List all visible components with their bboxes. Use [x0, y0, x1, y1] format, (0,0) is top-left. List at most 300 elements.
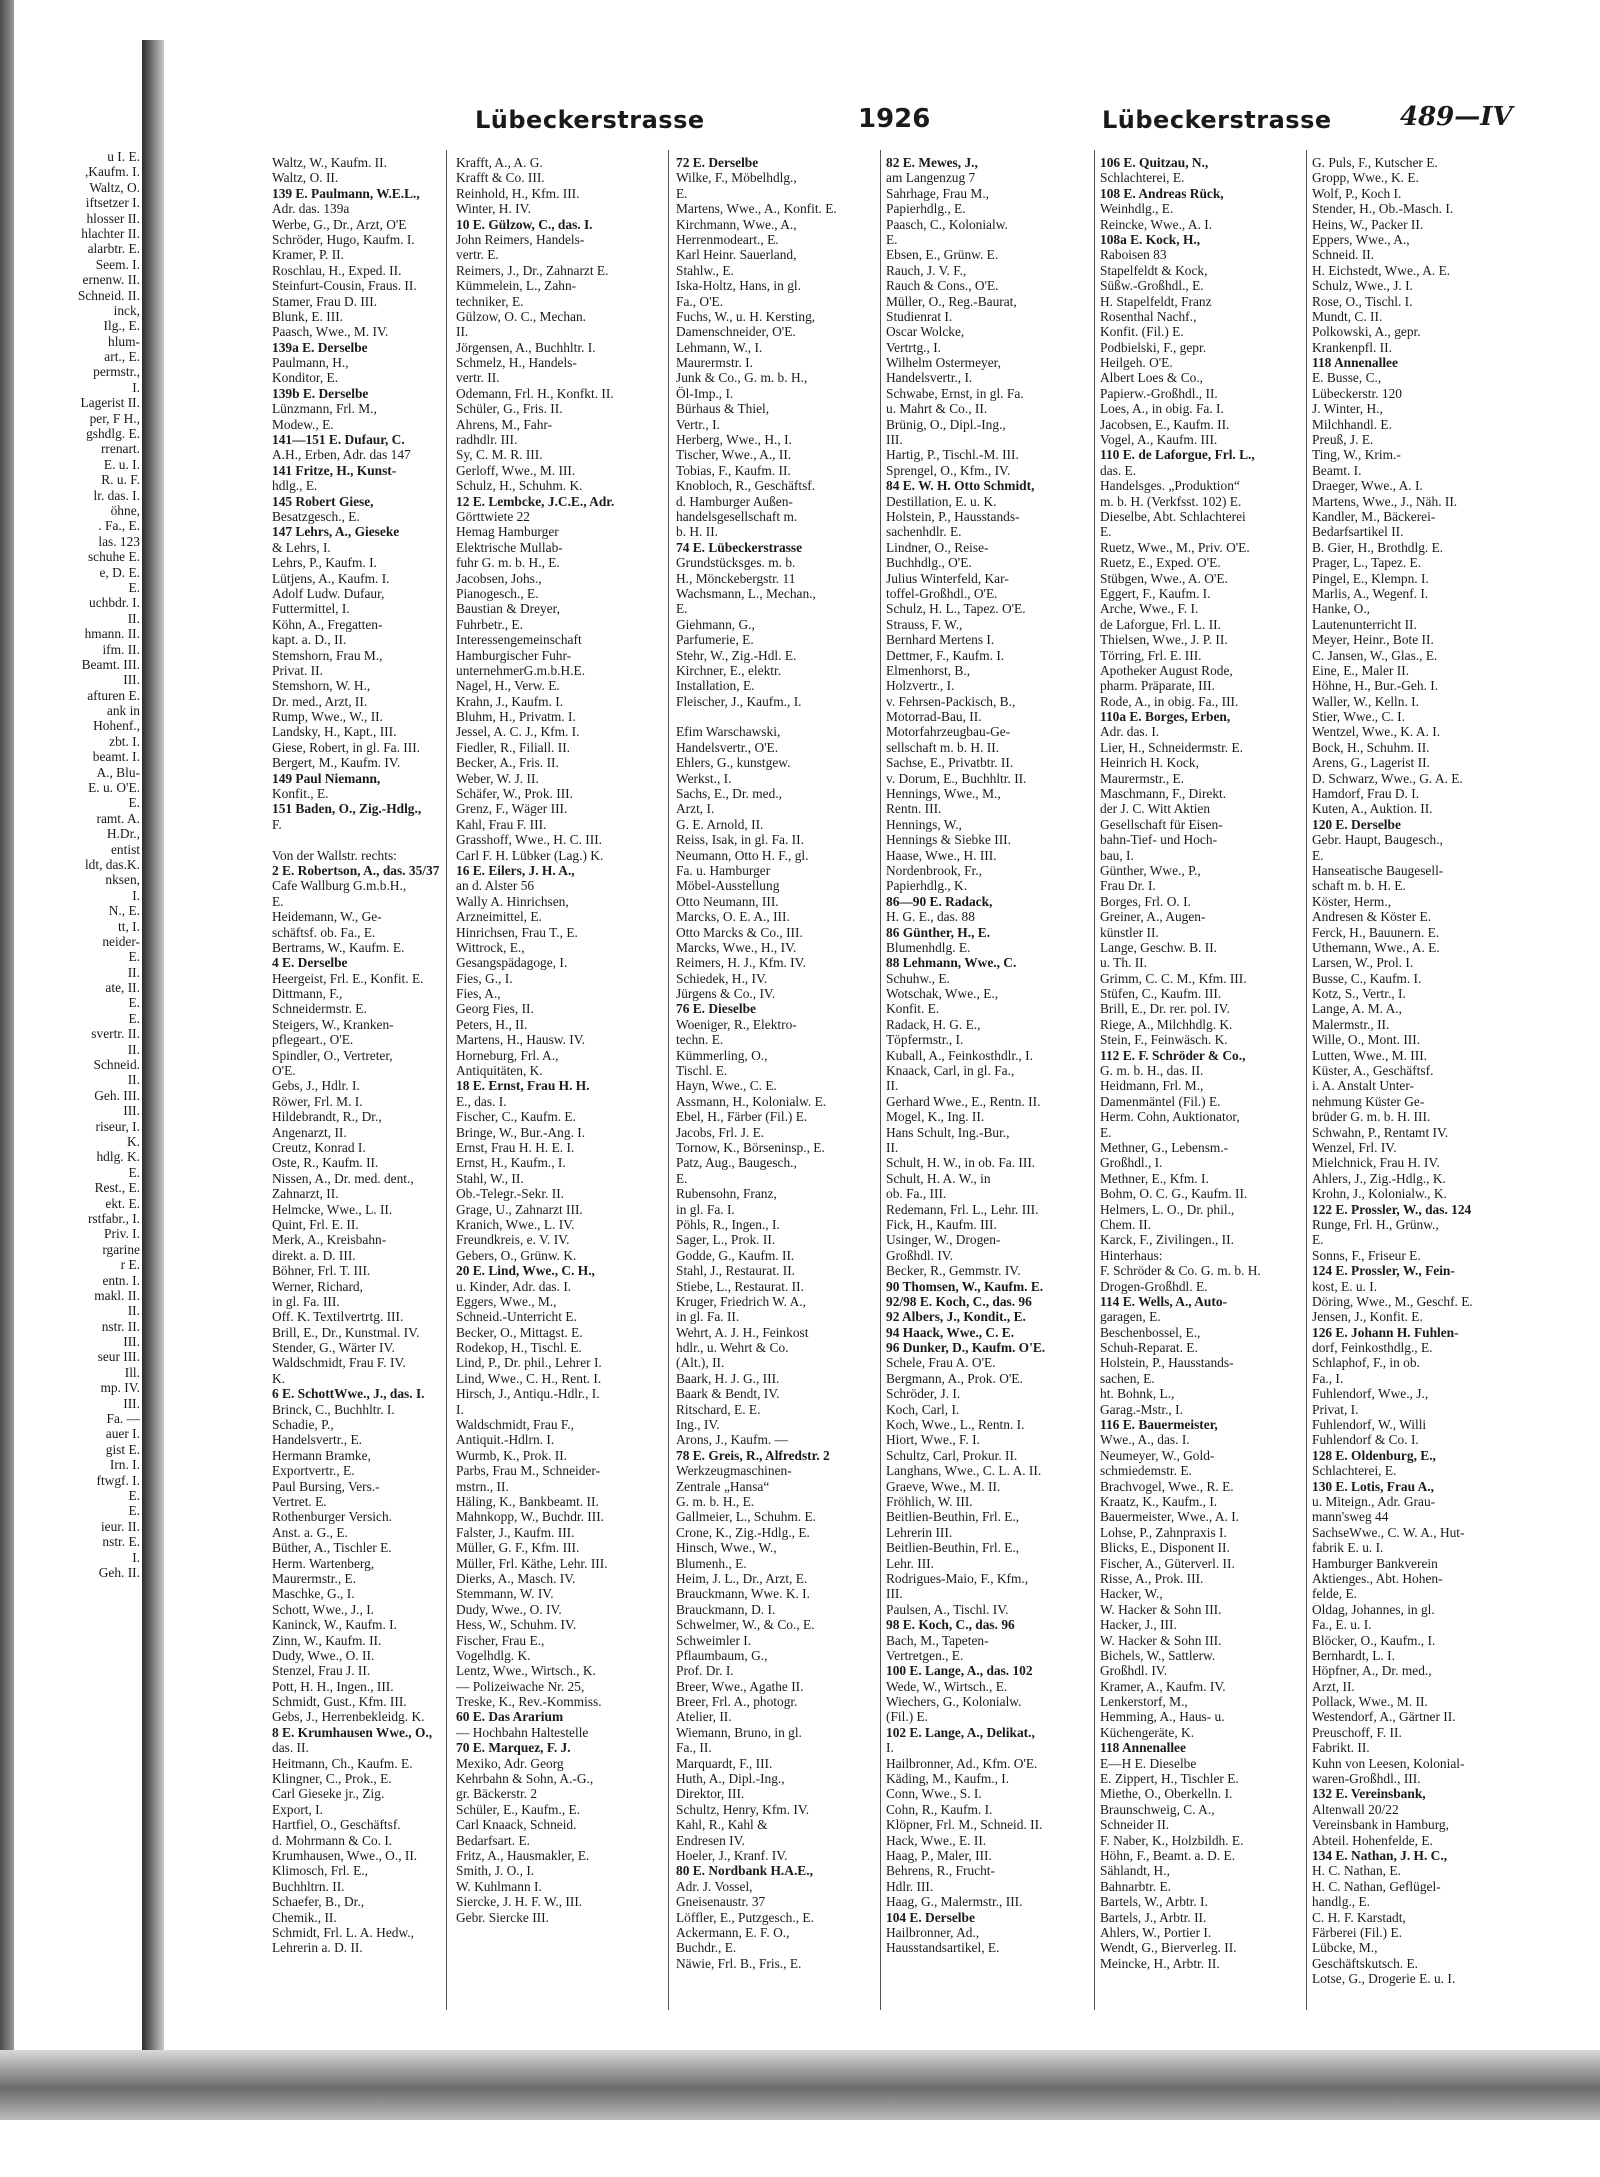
page-edge	[0, 0, 14, 2060]
directory-entry: 60 E. Das Ararium	[456, 1709, 564, 1725]
directory-entry: Großhdl., I.	[1100, 1155, 1163, 1171]
directory-entry: Hinsch, Wwe., W.,	[676, 1540, 777, 1556]
facing-page-line: ,Kaufm. I.	[84, 165, 140, 180]
directory-entry: Süßw.-Großhdl., E.	[1100, 278, 1204, 294]
directory-entry: Stapelfeldt & Kock,	[1100, 262, 1208, 278]
directory-entry: Werkst., I.	[676, 770, 732, 786]
directory-entry: Hamburger Bankverein	[1312, 1555, 1438, 1571]
directory-entry: Sprengel, O., Kfm., IV.	[886, 462, 1011, 478]
directory-entry: Küchengeräte, K.	[1100, 1724, 1195, 1740]
directory-entry: u. Mahrt & Co., II.	[886, 401, 988, 417]
directory-entry: mann'sweg 44	[1312, 1509, 1389, 1525]
directory-entry: Arens, G., Lagerist II.	[1312, 755, 1430, 771]
facing-page-line: nstr. E.	[102, 1535, 140, 1550]
directory-entry: Schüler, G., Fris. II.	[456, 401, 563, 417]
directory-entry	[272, 832, 457, 847]
directory-entry: Maurermstr., E.	[272, 1570, 357, 1586]
facing-page-line: ieur. II.	[100, 1519, 140, 1534]
directory-entry: Kümmerling, O.,	[676, 1047, 768, 1063]
directory-entry: Herm. Cohn, Auktionator,	[1100, 1109, 1240, 1125]
facing-page-line: Schneid.	[93, 1058, 140, 1073]
directory-entry: Parfumerie, E.	[676, 632, 754, 648]
directory-entry: Usinger, W., Drogen-	[886, 1232, 1001, 1248]
facing-page-line: Irn. I.	[109, 1458, 140, 1473]
directory-entry: kapt. a. D., II.	[272, 632, 347, 648]
directory-entry: Vogel, A., Kaufm. III.	[1100, 432, 1218, 448]
facing-page-line: A., Blu-	[96, 765, 140, 780]
directory-entry: 141—151 E. Dufaur, C.	[272, 432, 405, 448]
directory-entry: Grenz, F., Wäger III.	[456, 801, 568, 817]
directory-entry: 122 E. Prossler, W., das. 124	[1312, 1201, 1472, 1217]
directory-entry: Conn, Wwe., S. I.	[886, 1786, 982, 1802]
directory-entry: Hartig, P., Tischl.-M. III.	[886, 447, 1019, 463]
directory-entry: I.	[456, 1401, 464, 1417]
directory-entry: H. G. E., das. 88	[886, 909, 975, 925]
directory-entry: Prager, L., Tapez. E.	[1312, 555, 1422, 571]
directory-entry: Fuhlendorf & Co. I.	[1312, 1432, 1419, 1448]
directory-entry: 124 E. Prossler, W., Fein-	[1312, 1263, 1455, 1279]
directory-entry: Töpfermstr., I.	[886, 1032, 964, 1048]
directory-entry: Rose, O., Tischl. I.	[1312, 293, 1413, 309]
directory-entry: Schlaphof, F., in ob.	[1312, 1355, 1420, 1371]
directory-entry: Bürhaus & Thiel,	[676, 401, 770, 417]
directory-entry: Garag.-Mstr., I.	[1100, 1401, 1183, 1417]
directory-entry: Lindner, O., Reise-	[886, 539, 989, 555]
directory-entry: John Reimers, Handels-	[456, 231, 585, 247]
directory-entry: Baustian & Dreyer,	[456, 601, 560, 617]
directory-entry: Jürgens & Co., IV.	[676, 986, 776, 1002]
directory-entry: unternehmerG.m.b.H.E.	[456, 662, 586, 678]
directory-entry: Giehmann, G.,	[676, 616, 755, 632]
directory-entry: Blöcker, O., Kaufm., I.	[1312, 1632, 1436, 1648]
directory-entry: Lentz, Wwe., Wirtsch., K.	[456, 1663, 596, 1679]
directory-entry: Steigers, W., Kranken-	[272, 1016, 394, 1032]
directory-entry: 118 Annenallee	[1100, 1740, 1186, 1756]
directory-entry: Brünig, O., Dipl.-Ing.,	[886, 416, 1006, 432]
directory-entry: Winter, H. IV.	[456, 201, 531, 217]
directory-entry: Gülzow, O. C., Mechan.	[456, 308, 587, 324]
directory-entry: Langhans, Wwe., C. L. A. II.	[886, 1463, 1042, 1479]
facing-page-line: permstr.,	[93, 365, 140, 380]
directory-entry: 20 E. Lind, Wwe., C. H.,	[456, 1263, 595, 1279]
directory-entry: Hildebrandt, R., Dr.,	[272, 1109, 382, 1125]
directory-entry: v. Fehrsen-Packisch, B.,	[886, 693, 1016, 709]
directory-entry: Draeger, Wwe., A. I.	[1312, 478, 1423, 494]
directory-entry: Vertrtg., I.	[886, 339, 942, 355]
directory-entry: Riege, A., Milchhdlg. K.	[1100, 1016, 1233, 1032]
directory-entry: Döring, Wwe., M., Geschf. E.	[1312, 1293, 1473, 1309]
directory-entry: Roschlau, H., Exped. II.	[272, 262, 402, 278]
directory-entry: E.	[676, 601, 688, 617]
directory-entry: am Langenzug 7	[886, 170, 976, 186]
directory-entry: 134 E. Nathan, J. H. C.,	[1312, 1847, 1448, 1863]
directory-entry: Fiedler, R., Filiall. II.	[456, 739, 571, 755]
directory-entry: Schlachterei, E.	[1100, 170, 1185, 186]
directory-column-1	[272, 155, 457, 2005]
facing-page-line: hlachter II.	[81, 226, 140, 241]
directory-entry: hdlr., u. Wehrt & Co.	[676, 1340, 789, 1356]
directory-entry: Handelsvertr., O'E.	[676, 739, 779, 755]
directory-entry: Off. K. Textilvertrtg. III.	[272, 1309, 404, 1325]
directory-entry: Rode, A., in obig. Fa., III.	[1100, 693, 1239, 709]
directory-entry: Motorfahrzeugbau-Ge-	[886, 724, 1011, 740]
directory-entry: Schneid. II.	[1312, 247, 1375, 263]
directory-entry: G. m. b. H., E.	[676, 1493, 755, 1509]
directory-entry: Stemmann, W. IV.	[456, 1586, 554, 1602]
facing-page-line: gshdlg. E.	[86, 427, 140, 442]
directory-entry: Fischer, Frau E.,	[456, 1632, 545, 1648]
directory-entry: 92 Albers, J., Kondit., E.	[886, 1309, 1026, 1325]
directory-entry: Lautenunterricht II.	[1312, 616, 1417, 632]
directory-entry: bau, I.	[1100, 847, 1134, 863]
directory-entry: Adr. das. 139a	[272, 201, 350, 217]
directory-entry: Fritz, A., Hausmakler, E.	[456, 1847, 590, 1863]
directory-entry: Krankenpfl. II.	[1312, 339, 1392, 355]
directory-entry: Brauckmann, Wwe. K. I.	[676, 1586, 810, 1602]
directory-entry: 94 Haack, Wwe., C. E.	[886, 1324, 1015, 1340]
directory-entry: 12 E. Lembcke, J.C.E., Adr.	[456, 493, 615, 509]
header-year: 1926	[858, 104, 931, 134]
directory-entry: de Laforgue, Frl. L. II.	[1100, 616, 1221, 632]
directory-entry: Privat, I.	[1312, 1401, 1359, 1417]
directory-entry: Hiort, Wwe., F. I.	[886, 1432, 980, 1448]
directory-entry: 72 E. Derselbe	[676, 155, 759, 170]
directory-entry: Lohse, P., Zahnpraxis I.	[1100, 1524, 1227, 1540]
scan-bottom-edge	[0, 2050, 1600, 2120]
facing-page-line: öhne,	[110, 503, 140, 518]
facing-page-line: ernenw. II.	[82, 273, 140, 288]
directory-entry: 139b E. Derselbe	[272, 385, 369, 401]
directory-entry: Martens, Wwe., A., Konfit. E.	[676, 201, 837, 217]
directory-entry: Böhner, Frl. T. III.	[272, 1263, 371, 1279]
directory-entry: Bock, H., Schuhm. II.	[1312, 739, 1430, 755]
directory-entry: Waldschmidt, Frau F.,	[456, 1417, 574, 1433]
directory-entry: Uthemann, Wwe., A. E.	[1312, 939, 1440, 955]
facing-page-line: rgarine	[102, 1242, 140, 1257]
directory-entry: Fleischer, J., Kaufm., I.	[676, 693, 802, 709]
directory-entry: 88 Lehmann, Wwe., C.	[886, 955, 1017, 971]
directory-entry: Knaack, Carl, in gl. Fa.,	[886, 1063, 1015, 1079]
directory-entry: Schlachterei, E.	[1312, 1463, 1397, 1479]
directory-entry: Kahl, R., Kahl &	[676, 1817, 768, 1833]
directory-entry: Fick, H., Kaufm. III.	[886, 1216, 997, 1232]
directory-entry: (Fil.) E.	[886, 1709, 929, 1725]
running-header	[270, 100, 1540, 140]
directory-entry: C. H. F. Karstadt,	[1312, 1909, 1406, 1925]
directory-entry: Eine, E., Maler II.	[1312, 662, 1410, 678]
directory-entry: & Lehrs, I.	[272, 539, 331, 555]
facing-page-line: E.	[128, 996, 140, 1011]
facing-page-line: E.	[128, 796, 140, 811]
directory-entry: waren-Großhdl., III.	[1312, 1771, 1421, 1787]
directory-entry: 100 E. Lange, A., das. 102	[886, 1663, 1033, 1679]
directory-entry: Bach, M., Tapeten-	[886, 1632, 989, 1648]
directory-entry: Paasch, C., Kolonialw.	[886, 216, 1008, 232]
directory-entry: Werner, Richard,	[272, 1278, 363, 1294]
directory-entry: Büther, A., Tischler E.	[272, 1540, 392, 1556]
directory-entry: Schwahn, P., Rentamt IV.	[1312, 1124, 1449, 1140]
directory-entry: Schult, H. A. W., in	[886, 1170, 991, 1186]
directory-entry: F. Schröder & Co. G. m. b. H.	[1100, 1263, 1261, 1279]
directory-entry: E.	[676, 1170, 688, 1186]
directory-entry: I.	[886, 1740, 894, 1756]
facing-page-line: Geh. II.	[98, 1565, 140, 1580]
directory-entry: Mogel, K., Ing. II.	[886, 1109, 985, 1125]
directory-entry: Parbs, Frau M., Schneider-	[456, 1463, 601, 1479]
directory-entry: Fabrikt. II.	[1312, 1740, 1370, 1756]
directory-entry: O'E.	[272, 1063, 296, 1079]
column-rule	[880, 150, 881, 2010]
directory-entry: Bluhm, H., Privatm. I.	[456, 709, 576, 725]
column-rule	[1306, 150, 1307, 2010]
directory-entry: Adr. J. Vossel,	[676, 1878, 753, 1894]
directory-entry: Von der Wallstr. rechts:	[272, 847, 397, 863]
directory-entry: Loes, A., in obig. Fa. I.	[1100, 401, 1224, 417]
directory-entry: Schmelz, H., Handels-	[456, 355, 577, 371]
directory-entry: Malermstr., II.	[1312, 1016, 1390, 1032]
directory-entry: Risse, A., Prok. III.	[1100, 1570, 1204, 1586]
directory-entry: Krumhausen, Wwe., O., II.	[272, 1847, 418, 1863]
directory-entry: Buchhltrn. II.	[272, 1878, 345, 1894]
directory-entry: Klöpner, Frl. M., Schneid. II.	[886, 1817, 1043, 1833]
facing-page-line: hdlg. K.	[96, 1150, 140, 1165]
facing-page-line: Waltz, O.	[89, 180, 140, 195]
directory-entry: Nagel, H., Verw. E.	[456, 678, 560, 694]
directory-entry: Giese, Robert, in gl. Fa. III.	[272, 739, 421, 755]
directory-entry: ob. Fa., III.	[886, 1186, 947, 1202]
directory-entry: Lehr. III.	[886, 1555, 934, 1571]
directory-entry: Antiquit.-Hdlrn. I.	[456, 1432, 555, 1448]
directory-entry: Graeve, Wwe., M. II.	[886, 1478, 1001, 1494]
directory-entry: 149 Paul Niemann,	[272, 770, 381, 786]
directory-entry: Schmidt, Frl. L. A. Hedw.,	[272, 1924, 414, 1940]
directory-entry: b. H. II.	[676, 524, 719, 540]
directory-entry: Wurmb, K., Prok. II.	[456, 1447, 568, 1463]
directory-entry: 86 Günther, H., E.	[886, 924, 991, 940]
directory-entry: sachenhdlr. E.	[886, 524, 962, 540]
directory-entry: Kranich, Wwe., L. IV.	[456, 1216, 575, 1232]
directory-entry: fuhr G. m. b. H., E.	[456, 555, 560, 571]
directory-entry: III.	[886, 1586, 903, 1602]
directory-entry: E—H E. Dieselbe	[1100, 1755, 1197, 1771]
directory-entry: Efim Warschawski,	[676, 724, 781, 740]
directory-entry: Stender, H., Ob.-Masch. I.	[1312, 201, 1454, 217]
directory-entry: Sählandt, H.,	[1100, 1863, 1170, 1879]
directory-entry: Kramer, P. II.	[272, 247, 344, 263]
directory-entry: Smith, J. O., I.	[456, 1863, 535, 1879]
directory-entry: Fa., II.	[676, 1740, 712, 1756]
directory-entry: Schäfer, W., Prok. III.	[456, 786, 573, 802]
facing-page-line: afturen E.	[87, 688, 140, 703]
directory-entry: Ackermann, E. F. O.,	[676, 1924, 790, 1940]
directory-entry: Fischer, C., Kaufm. E.	[456, 1109, 576, 1125]
facing-page-line: Hohenf.,	[93, 719, 140, 734]
directory-entry: techniker, E.	[456, 293, 524, 309]
directory-entry: Sachse, E., Privatbtr. II.	[886, 755, 1014, 771]
directory-entry: in gl. Fa. III.	[272, 1293, 340, 1309]
facing-page-line: III.	[123, 673, 140, 688]
directory-entry: Apotheker August Rode,	[1100, 662, 1233, 678]
directory-entry: pharm. Präparate, III.	[1100, 678, 1215, 694]
facing-page-line: entist	[110, 842, 140, 857]
directory-entry: Fuhrbetr., E.	[456, 616, 523, 632]
directory-entry: Bauermeister, Wwe., A. I.	[1100, 1509, 1240, 1525]
directory-entry: Wille, O., Mont. III.	[1312, 1032, 1421, 1048]
directory-entry: Nissen, A., Dr. med. dent.,	[272, 1170, 414, 1186]
directory-entry: Redemann, Frl. L., Lehr. III.	[886, 1201, 1039, 1217]
facing-page-line: Beamt. III.	[81, 657, 140, 672]
directory-entry: Werbe, G., Dr., Arzt, O'E	[272, 216, 407, 232]
directory-entry: D. Schwarz, Wwe., G. A. E.	[1312, 770, 1463, 786]
directory-entry: Julius Winterfeld, Kar-	[886, 570, 1009, 586]
directory-entry: Bartels, W., Arbtr. I.	[1100, 1894, 1208, 1910]
directory-entry: Konfit. E.	[886, 1001, 940, 1017]
directory-entry: Sonns, F., Friseur E.	[1312, 1247, 1421, 1263]
directory-entry: fabrik E. u. I.	[1312, 1540, 1384, 1556]
directory-entry: Privat. II.	[272, 662, 323, 678]
directory-entry: Schultz, Henry, Kfm. IV.	[676, 1801, 810, 1817]
facing-page-line: ramt. A.	[96, 811, 140, 826]
directory-entry: K.	[272, 1370, 286, 1386]
directory-entry: Blumenh., E.	[676, 1555, 747, 1571]
facing-page-line: gist E.	[105, 1442, 140, 1457]
directory-entry: Marquardt, F., III.	[676, 1755, 773, 1771]
directory-entry: — Polizeiwache Nr. 25,	[456, 1678, 585, 1694]
directory-entry: Hacker, W.,	[1100, 1586, 1163, 1602]
facing-page-line: II.	[127, 1042, 140, 1057]
directory-entry: 118 Annenallee	[1312, 355, 1398, 371]
directory-entry: Modew., E.	[272, 416, 334, 432]
directory-entry: Gerloff, Wwe., M. III.	[456, 462, 576, 478]
directory-entry: Martens, H., Hausw. IV.	[456, 1032, 586, 1048]
directory-column-6	[1312, 155, 1497, 2005]
directory-entry: Gallmeier, L., Schuhm. E.	[676, 1509, 817, 1525]
directory-entry: Lind, P., Dr. phil., Lehrer I.	[456, 1355, 602, 1371]
facing-page-line: III.	[123, 1335, 140, 1350]
directory-entry: Tischl. E.	[676, 1063, 728, 1079]
directory-entry: Mexiko, Adr. Georg	[456, 1755, 564, 1771]
facing-page-line: seur III.	[97, 1350, 140, 1365]
directory-entry: G. Puls, F., Kutscher E.	[1312, 155, 1438, 170]
directory-entry: Mahnkopp, W., Buchdr. III.	[456, 1509, 605, 1525]
directory-entry: Bernhard Mertens I.	[886, 632, 995, 648]
directory-entry: Stemshorn, Frau M.,	[272, 647, 383, 663]
directory-entry: Ting, W., Krim.-	[1312, 447, 1401, 463]
directory-entry: Anst. a. G., E.	[272, 1524, 348, 1540]
directory-entry: Wilke, F., Möbelhdlg.,	[676, 170, 797, 186]
directory-entry: Hacker, J., III.	[1100, 1617, 1177, 1633]
directory-entry: Görttwiete 22	[456, 508, 531, 524]
directory-entry: Destillation, E. u. K.	[886, 493, 997, 509]
directory-entry: Haag, G., Malermstr., III.	[886, 1894, 1023, 1910]
directory-entry: E. Zippert, H., Tischler E.	[1100, 1771, 1239, 1787]
directory-entry: Spindler, O., Vertreter,	[272, 1047, 393, 1063]
directory-entry: bahn-Tief- und Hoch-	[1100, 832, 1218, 848]
directory-entry: Höhne, H., Bur.-Geh. I.	[1312, 678, 1439, 694]
directory-entry: Stehr, W., Zig.-Hdl. E.	[676, 647, 797, 663]
directory-entry: handlg., E.	[1312, 1894, 1371, 1910]
directory-entry: Altenwall 20/22	[1312, 1801, 1399, 1817]
directory-entry: E.	[1100, 524, 1112, 540]
directory-entry: 128 E. Oldenburg, E.,	[1312, 1447, 1436, 1463]
directory-entry: Heinrich H. Kock,	[1100, 755, 1199, 771]
facing-page-line: las. 123	[98, 534, 140, 549]
facing-page-line: svertr. II.	[91, 1027, 140, 1042]
directory-entry: Rubensohn, Franz,	[676, 1186, 777, 1202]
directory-entry: Siercke, J. H. F. W., III.	[456, 1894, 583, 1910]
directory-entry: Stemshorn, W. H.,	[272, 678, 371, 694]
directory-entry: Herberg, Wwe., H., I.	[676, 432, 792, 448]
directory-entry: Wiemann, Bruno, in gl.	[676, 1724, 802, 1740]
facing-page-line: mp. IV.	[100, 1381, 140, 1396]
directory-entry: Dieselbe, Abt. Schlachterei	[1100, 508, 1246, 524]
directory-entry: II.	[456, 324, 469, 340]
directory-entry: Hanke, O.,	[1312, 601, 1371, 617]
directory-entry: Crone, K., Zig.-Hdlg., E.	[676, 1524, 810, 1540]
directory-entry: Fies, A.,	[456, 986, 501, 1002]
facing-page-line: tt, I.	[118, 919, 140, 934]
directory-entry: Ahlers, W., Portier I.	[1100, 1924, 1212, 1940]
directory-entry: Gneisenaustr. 37	[676, 1894, 766, 1910]
directory-entry: Creutz, Konrad I.	[272, 1140, 366, 1155]
directory-entry: 108 E. Andreas Rück,	[1100, 185, 1224, 201]
directory-entry: Schaefer, B., Dr.,	[272, 1894, 365, 1910]
directory-entry: Chemik., II.	[272, 1909, 337, 1925]
directory-entry: Müller, G. F., Kfm. III.	[456, 1540, 580, 1556]
directory-entry: Stiebe, L., Restaurat. II.	[676, 1278, 804, 1294]
directory-entry: Dierks, A., Masch. IV.	[456, 1570, 576, 1586]
directory-entry: Ahrens, M., Fahr-	[456, 416, 553, 432]
facing-page-line: Priv. I.	[104, 1227, 140, 1242]
directory-entry: Waller, W., Kelln. I.	[1312, 693, 1419, 709]
directory-entry: 76 E. Dieselbe	[676, 1001, 756, 1017]
facing-page-line: ank in	[106, 704, 140, 719]
directory-entry: Handelsvertr., E.	[272, 1432, 362, 1448]
directory-entry: Besatzgesch., E.	[272, 508, 360, 524]
directory-entry: Brill, E., Dr., Kunstmal. IV.	[272, 1324, 420, 1340]
facing-page-line: ate, II.	[105, 981, 140, 996]
directory-entry: Grundstücksges. m. b.	[676, 555, 796, 571]
facing-page-line: Geh. III.	[94, 1088, 140, 1103]
directory-entry: Wendt, G., Bierverleg. II.	[1100, 1940, 1237, 1956]
directory-entry: Horneburg, Frl. A.,	[456, 1047, 559, 1063]
directory-entry: radhdlr. III.	[456, 432, 518, 448]
directory-entry: Knobloch, R., Geschäftsf.	[676, 478, 816, 494]
directory-entry: Pingel, E., Klempn. I.	[1312, 570, 1429, 586]
directory-entry: u. Miteign., Adr. Grau-	[1312, 1493, 1436, 1509]
directory-entry: toffel-Großhdl., O'E.	[886, 585, 998, 601]
directory-entry: Becker, R., Gemmstr. IV.	[886, 1263, 1021, 1279]
directory-entry: Maschke, G., I.	[272, 1586, 355, 1602]
directory-entry: Endresen IV.	[676, 1832, 745, 1848]
directory-entry: Export, I.	[272, 1801, 323, 1817]
directory-entry: kost, E. u. I.	[1312, 1278, 1378, 1294]
directory-entry: Marcks, O. E. A., III.	[676, 909, 790, 925]
facing-page-line: E.	[128, 1504, 140, 1519]
directory-entry: 132 E. Vereinsbank,	[1312, 1786, 1426, 1802]
directory-entry: Geschäftskutsch. E.	[1312, 1955, 1418, 1971]
directory-entry: 8 E. Krumhausen Wwe., O.,	[272, 1724, 433, 1740]
directory-entry: 80 E. Nordbank H.A.E.,	[676, 1863, 813, 1879]
directory-entry: Schwelmer, W., & Co., E.	[676, 1617, 815, 1633]
directory-entry: Treske, K., Rev.-Kommiss.	[456, 1694, 602, 1710]
facing-page-line: makl. II.	[94, 1288, 140, 1303]
directory-entry: Becker, A., Fris. II.	[456, 755, 559, 771]
directory-entry: künstler II.	[1100, 924, 1159, 940]
directory-entry: 2 E. Robertson, A., das. 35/37	[272, 862, 440, 878]
directory-entry: Rauch, J. V. F.,	[886, 262, 967, 278]
directory-entry: ht. Bohnk, L.,	[1100, 1386, 1175, 1402]
